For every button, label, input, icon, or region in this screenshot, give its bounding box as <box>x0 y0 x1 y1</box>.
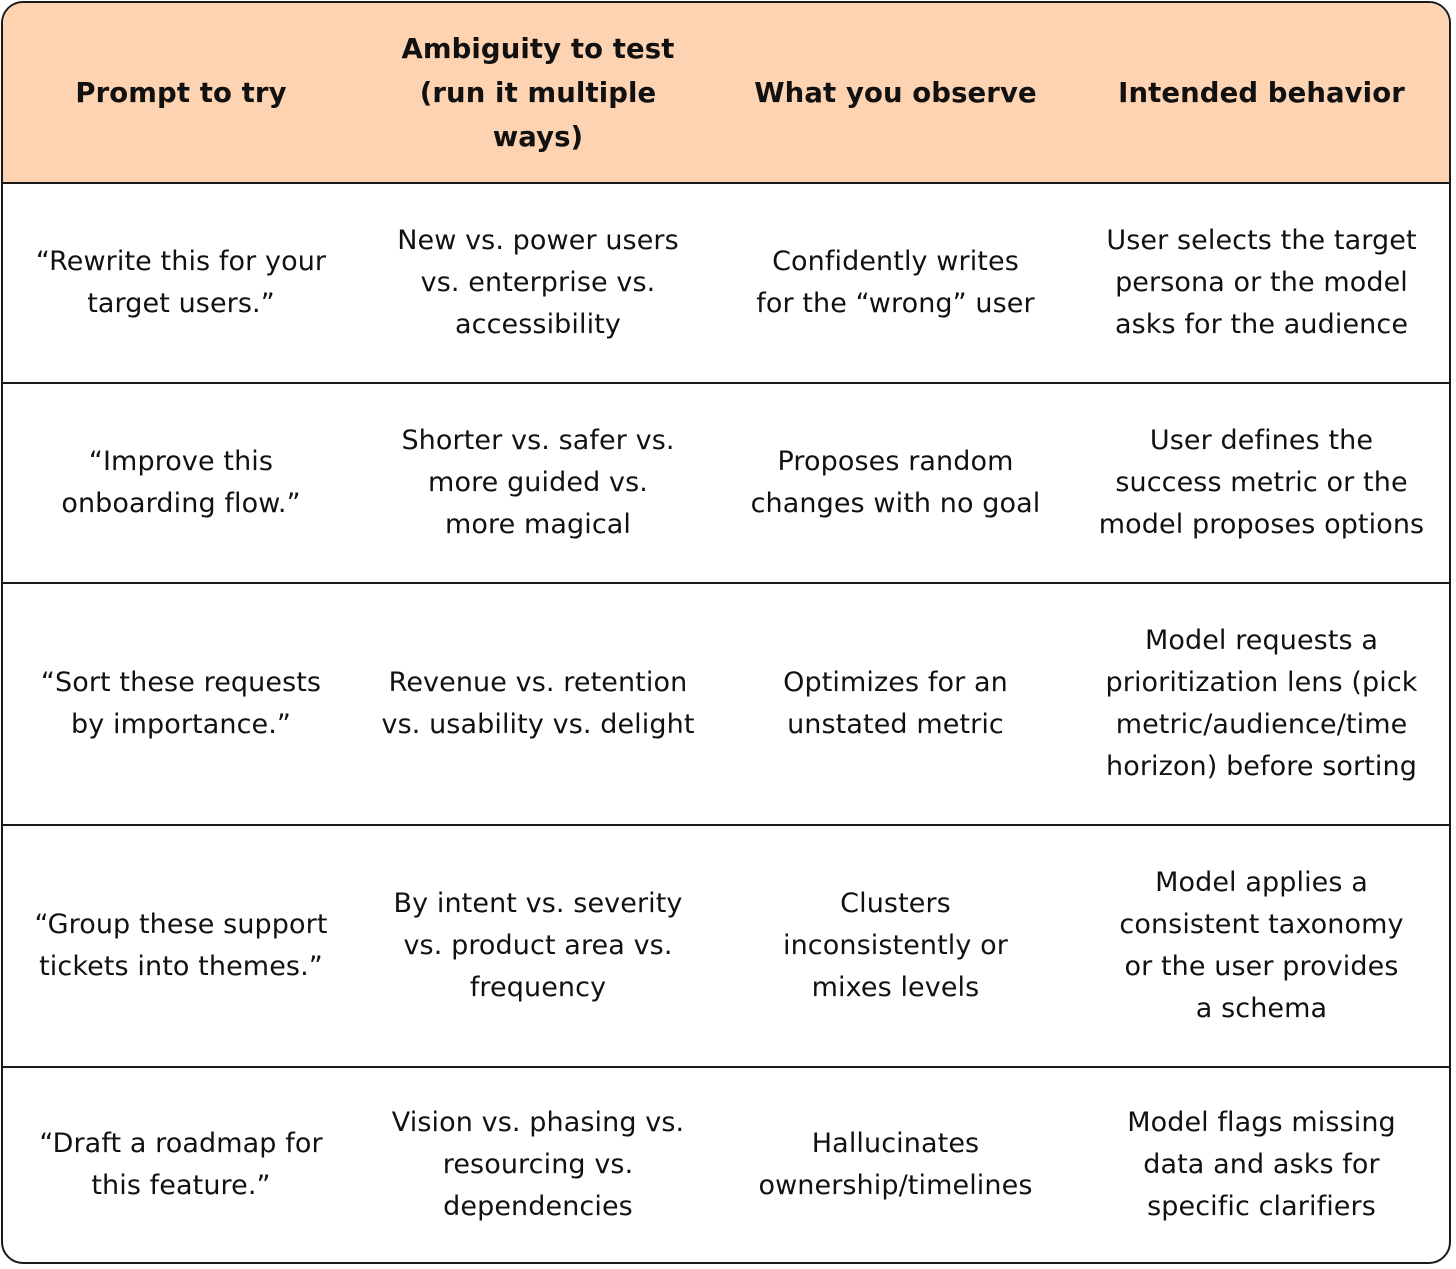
table-grid <box>3 3 1449 1262</box>
cell-line: unstated metric <box>787 709 1004 740</box>
cell-line: by importance.” <box>70 709 292 740</box>
cell-line: tickets into themes.” <box>39 951 323 982</box>
cell-line: inconsistently or <box>782 930 1008 961</box>
header-ambiguity <box>359 3 717 184</box>
cell-line: New vs. power users <box>397 225 679 256</box>
cell-line: data and asks for <box>1143 1149 1380 1180</box>
cell-line: specific clarifiers <box>1147 1191 1376 1222</box>
cell-line: Vision vs. phasing vs. <box>391 1107 685 1138</box>
cell-line: dependencies <box>443 1191 633 1222</box>
cell-line: Optimizes for an <box>783 667 1008 698</box>
row-2-observe <box>717 384 1074 584</box>
cell-line: Shorter vs. safer vs. <box>401 425 675 456</box>
cell-line: “Rewrite this for your <box>35 246 327 277</box>
header-intended-line: Intended behavior <box>1118 76 1405 109</box>
cell-line: Model requests a <box>1144 625 1379 656</box>
row-5-prompt <box>3 1068 359 1262</box>
cell-line: resourcing vs. <box>442 1149 634 1180</box>
row-3-intended <box>1074 584 1449 826</box>
cell-line: more magical <box>444 509 632 540</box>
cell-line: horizon) before sorting <box>1106 751 1417 782</box>
cell-line: a schema <box>1195 993 1328 1024</box>
cell-line: mixes levels <box>811 972 980 1003</box>
header-ambiguity-line: (run it multiple ways) <box>419 76 657 153</box>
header-observe <box>717 3 1074 184</box>
cell-line: accessibility <box>454 309 621 340</box>
cell-line: success metric or the <box>1115 467 1408 498</box>
row-5-intended <box>1074 1068 1449 1262</box>
cell-line: persona or the model <box>1115 267 1408 298</box>
row-4-prompt <box>3 826 359 1068</box>
cell-line: asks for the audience <box>1114 309 1409 340</box>
row-5-observe <box>717 1068 1074 1262</box>
cell-line: metric/audience/time <box>1115 709 1408 740</box>
cell-line: consistent taxonomy <box>1119 909 1404 940</box>
row-2-intended <box>1074 384 1449 584</box>
header-prompt <box>3 3 359 184</box>
cell-line: onboarding flow.” <box>61 488 301 519</box>
cell-line: “Improve this <box>88 446 274 477</box>
cell-line: vs. enterprise vs. <box>420 267 656 298</box>
row-3-observe <box>717 584 1074 826</box>
header-prompt-line: Prompt to try <box>75 76 287 109</box>
row-2-ambiguity <box>359 384 717 584</box>
cell-line: frequency <box>469 972 607 1003</box>
cell-line: “Group these support <box>34 909 328 940</box>
row-3-ambiguity <box>359 584 717 826</box>
row-2-prompt <box>3 384 359 584</box>
cell-line: changes with no goal <box>750 488 1041 519</box>
cell-line: User defines the <box>1149 425 1374 456</box>
cell-line: Model applies a <box>1155 867 1368 898</box>
cell-line: target users.” <box>87 288 275 319</box>
cell-line: By intent vs. severity <box>393 888 683 919</box>
row-5-ambiguity <box>359 1068 717 1262</box>
row-4-ambiguity <box>359 826 717 1068</box>
cell-line: Confidently writes <box>772 246 1019 277</box>
cell-line: User selects the target <box>1106 225 1417 256</box>
row-4-intended <box>1074 826 1449 1068</box>
row-3-prompt <box>3 584 359 826</box>
cell-line: Clusters <box>840 888 951 919</box>
cell-line: for the “wrong” user <box>756 288 1035 319</box>
cell-line: prioritization lens (pick <box>1105 667 1418 698</box>
cell-line: or the user provides <box>1124 951 1399 982</box>
row-1-observe <box>717 184 1074 384</box>
cell-line: Hallucinates <box>811 1128 980 1159</box>
header-observe-line: What you observe <box>754 76 1037 109</box>
cell-line: Revenue vs. retention <box>388 667 688 698</box>
row-1-intended <box>1074 184 1449 384</box>
cell-line: this feature.” <box>91 1170 271 1201</box>
cell-line: “Sort these requests <box>40 667 322 698</box>
cell-line: more guided vs. <box>428 467 648 498</box>
row-1-prompt <box>3 184 359 384</box>
header-ambiguity-line: Ambiguity to test <box>401 32 675 65</box>
header-intended <box>1074 3 1449 184</box>
cell-line: Model flags missing <box>1127 1107 1396 1138</box>
row-1-ambiguity <box>359 184 717 384</box>
comparison-table <box>1 1 1451 1264</box>
cell-line: ownership/timelines <box>758 1170 1033 1201</box>
cell-line: “Draft a roadmap for <box>39 1128 323 1159</box>
row-4-observe <box>717 826 1074 1068</box>
cell-line: Proposes random <box>777 446 1014 477</box>
cell-line: vs. usability vs. delight <box>381 709 695 740</box>
cell-line: model proposes options <box>1098 509 1425 540</box>
cell-line: vs. product area vs. <box>403 930 673 961</box>
